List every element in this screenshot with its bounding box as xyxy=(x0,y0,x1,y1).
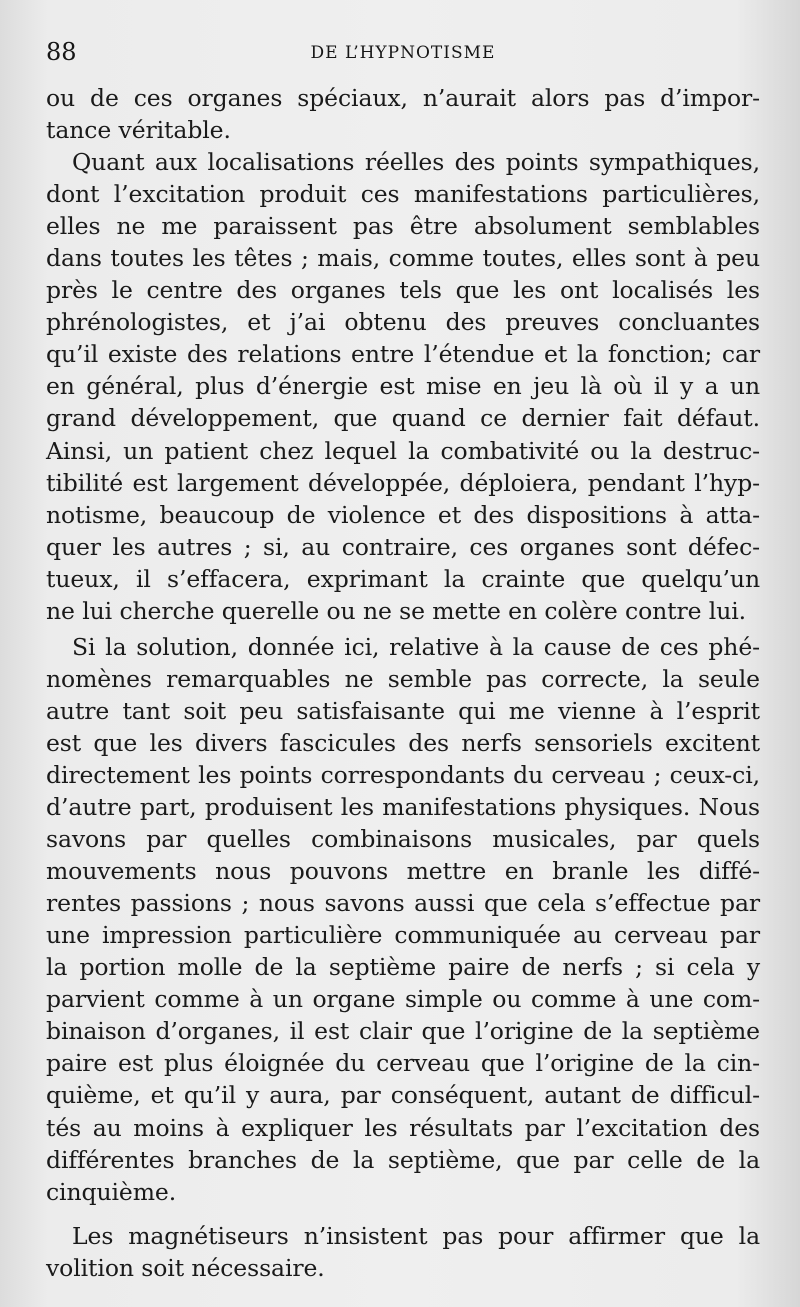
page-header xyxy=(46,38,760,72)
text-line: tibilité est largement développée, déploiera, pendant l’hyp- xyxy=(46,468,760,497)
text-line: savons par quelles combinaisons musicales, par quels xyxy=(46,825,760,854)
text-line: qu’il existe des relations entre l’étendue et la fonction; car xyxy=(46,340,760,369)
running-title: DE L’HYPNOTISME xyxy=(310,43,496,63)
text-line: dont l’excitation produit ces manifestations particulières, xyxy=(46,180,760,209)
text-line: quième, et qu’il y aura, par conséquent, autant de difficul- xyxy=(46,1081,760,1110)
text-line: volition soit nécessaire. xyxy=(46,1253,325,1282)
paragraph xyxy=(46,146,760,627)
text-line: Ainsi, un patient chez lequel la combativité ou la destruc- xyxy=(46,436,760,465)
paragraph xyxy=(46,82,760,146)
text-line: mouvements nous pouvons mettre en branle les diffé- xyxy=(46,857,760,886)
text-line: paire est plus éloignée du cerveau que l’origine de la cin- xyxy=(46,1049,760,1078)
text-line: près le centre des organes tels que les ont localisés les xyxy=(46,276,760,305)
text-line: Quant aux localisations réelles des points sympathiques, xyxy=(72,148,760,177)
text-line: différentes branches de la septième, que par celle de la xyxy=(46,1145,760,1174)
text-line: ne lui cherche querelle ou ne se mette en colère contre lui. xyxy=(46,596,747,625)
paragraph-gap xyxy=(46,1208,760,1220)
text-line: rentes passions ; nous savons aussi que cela s’effectue par xyxy=(46,889,760,918)
text-line: une impression particulière communiquée au cerveau par xyxy=(46,921,760,950)
text-line: cinquième. xyxy=(46,1177,177,1206)
text-line: dans toutes les têtes ; mais, comme toutes, elles sont à peu xyxy=(46,244,760,273)
text-line: grand développement, que quand ce dernier fait défaut. xyxy=(46,404,760,433)
text-line: tance véritable. xyxy=(46,116,231,145)
text-line: la portion molle de la septième paire de nerfs ; si cela y xyxy=(46,953,760,982)
text-line: tés au moins à expliquer les résultats par l’excitation des xyxy=(46,1113,760,1142)
text-line: ou de ces organes spéciaux, n’aurait alors pas d’impor- xyxy=(46,84,760,112)
text-line: parvient comme à un organe simple ou comme à une com- xyxy=(46,985,760,1014)
text-line: est que les divers fascicules des nerfs sensoriels excitent xyxy=(46,728,760,757)
text-line: tueux, il s’effacera, exprimant la crainte que quelqu’un xyxy=(46,564,760,593)
text-line: quer les autres ; si, au contraire, ces organes sont défec- xyxy=(46,532,760,561)
text-line: Les magnétiseurs n’insistent pas pour affirmer que la xyxy=(72,1221,760,1250)
text-line: en général, plus d’énergie est mise en jeu là où il y a un xyxy=(46,372,760,401)
text-line: phrénologistes, et j’ai obtenu des preuves concluantes xyxy=(46,308,760,337)
text-line: Si la solution, donnée ici, relative à la cause de ces phé- xyxy=(72,632,760,661)
page-body xyxy=(46,82,760,1284)
text-line: autre tant soit peu satisfaisante qui me vienne à l’esprit xyxy=(46,696,760,725)
text-line: notisme, beaucoup de violence et des dispositions à atta- xyxy=(46,500,760,529)
page-number: 88 xyxy=(46,38,77,66)
text-line: binaison d’organes, il est clair que l’origine de la septième xyxy=(46,1017,760,1046)
text-line: directement les points correspondants du cerveau ; ceux-ci, xyxy=(46,760,760,789)
text-line: nomènes remarquables ne semble pas correcte, la seule xyxy=(46,664,760,693)
paragraph xyxy=(46,631,760,1208)
paragraph xyxy=(46,1220,760,1284)
text-line: elles ne me paraissent pas être absolument semblables xyxy=(46,212,760,241)
text-line: d’autre part, produisent les manifestations physiques. Nous xyxy=(46,793,760,822)
